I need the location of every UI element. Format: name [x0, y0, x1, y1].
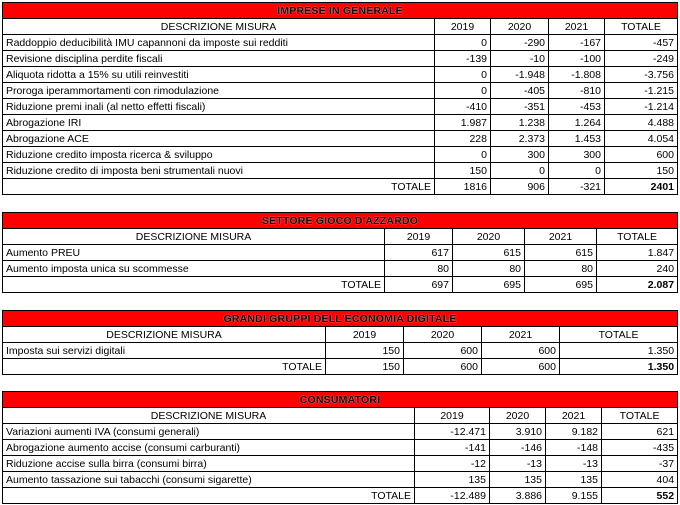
total-value: -12.489 [415, 488, 490, 504]
section-title: GRANDI GRUPPI DELL'ECONOMIA DIGITALE [3, 311, 678, 327]
row-value: 600 [605, 147, 678, 163]
table-row [3, 99, 678, 115]
col-header-2019: 2019 [435, 19, 491, 35]
row-value: -810 [549, 83, 605, 99]
row-value: 150 [435, 163, 491, 179]
row-value: -410 [435, 99, 491, 115]
row-value: -290 [491, 35, 549, 51]
row-value: 621 [602, 424, 678, 440]
row-value: 300 [549, 147, 605, 163]
col-header-totale: TOTALE [602, 408, 678, 424]
col-header-totale: TOTALE [560, 327, 678, 343]
table-row [3, 147, 678, 163]
total-value: 3.886 [490, 488, 546, 504]
row-value: 404 [602, 472, 678, 488]
row-description: Riduzione premi inali (al netto effetti fiscali) [3, 99, 435, 115]
total-value: 695 [525, 277, 597, 293]
row-value: -351 [491, 99, 549, 115]
col-header-2020: 2020 [404, 327, 482, 343]
total-value: 697 [385, 277, 453, 293]
row-value: -3.756 [605, 67, 678, 83]
row-value: 1.453 [549, 131, 605, 147]
col-header-2021: 2021 [546, 408, 602, 424]
col-header-2020: 2020 [491, 19, 549, 35]
col-header-2021: 2021 [525, 229, 597, 245]
col-header-totale: TOTALE [605, 19, 678, 35]
row-value: 2.373 [491, 131, 549, 147]
table-row [3, 163, 678, 179]
row-value: -12.471 [415, 424, 490, 440]
total-value: 695 [453, 277, 525, 293]
total-row [3, 359, 678, 375]
table-row [3, 440, 678, 456]
table-row [3, 131, 678, 147]
section-title-row [3, 213, 678, 229]
row-description: Aliquota ridotta a 15% su utili reinvestiti [3, 67, 435, 83]
row-value: 615 [453, 245, 525, 261]
col-header-description: DESCRIZIONE MISURA [3, 327, 326, 343]
row-description: Aumento tassazione sui tabacchi (consumi sigarette) [3, 472, 415, 488]
table-row [3, 424, 678, 440]
row-value: 0 [435, 147, 491, 163]
table-imprese-in-generale [2, 2, 678, 195]
col-header-description: DESCRIZIONE MISURA [3, 408, 415, 424]
total-label: TOTALE [3, 488, 415, 504]
row-description: Aumento imposta unica su scommesse [3, 261, 385, 277]
row-description: Variazioni aumenti IVA (consumi generali) [3, 424, 415, 440]
row-value: -146 [490, 440, 546, 456]
row-value: -10 [491, 51, 549, 67]
row-value: 0 [435, 67, 491, 83]
total-row [3, 488, 678, 504]
row-value: -13 [546, 456, 602, 472]
col-header-2019: 2019 [385, 229, 453, 245]
row-value: 150 [326, 343, 404, 359]
row-description: Abrogazione aumento accise (consumi carburanti) [3, 440, 415, 456]
row-value: 1.847 [597, 245, 678, 261]
total-value: 150 [326, 359, 404, 375]
row-value: -405 [491, 83, 549, 99]
col-header-2020: 2020 [490, 408, 546, 424]
grand-total-value: 2401 [605, 179, 678, 195]
table-consumatori [2, 391, 678, 504]
grand-total-value: 552 [602, 488, 678, 504]
header-row [3, 19, 678, 35]
grand-total-value: 2.087 [597, 277, 678, 293]
row-value: 9.182 [546, 424, 602, 440]
row-value: -1.808 [549, 67, 605, 83]
row-value: 228 [435, 131, 491, 147]
row-value: 240 [597, 261, 678, 277]
total-row [3, 277, 678, 293]
row-value: -148 [546, 440, 602, 456]
row-value: -167 [549, 35, 605, 51]
table-row [3, 343, 678, 359]
row-value: 135 [415, 472, 490, 488]
row-value: 150 [605, 163, 678, 179]
row-description: Riduzione credito di imposta beni strumentali nuovi [3, 163, 435, 179]
table-row [3, 35, 678, 51]
row-value: -139 [435, 51, 491, 67]
grand-total-value: 1.350 [560, 359, 678, 375]
row-value: 0 [435, 83, 491, 99]
row-value: 600 [482, 343, 560, 359]
row-value: 1.987 [435, 115, 491, 131]
row-value: 1.238 [491, 115, 549, 131]
table-row [3, 51, 678, 67]
row-value: -1.214 [605, 99, 678, 115]
row-value: -435 [602, 440, 678, 456]
header-row [3, 408, 678, 424]
table-row [3, 245, 678, 261]
row-value: -249 [605, 51, 678, 67]
row-value: -457 [605, 35, 678, 51]
total-row [3, 179, 678, 195]
total-label: TOTALE [3, 179, 435, 195]
col-header-2021: 2021 [549, 19, 605, 35]
total-label: TOTALE [3, 277, 385, 293]
row-value: 4.488 [605, 115, 678, 131]
section-title-row [3, 392, 678, 408]
table-grandi-gruppi-economia-digitale [2, 310, 678, 375]
row-description: Riduzione credito imposta ricerca & sviluppo [3, 147, 435, 163]
table-row [3, 472, 678, 488]
section-title: IMPRESE IN GENERALE [3, 3, 678, 19]
table-settore-gioco-azzardo [2, 212, 678, 293]
col-header-description: DESCRIZIONE MISURA [3, 229, 385, 245]
total-value: 600 [404, 359, 482, 375]
row-value: 0 [549, 163, 605, 179]
col-header-description: DESCRIZIONE MISURA [3, 19, 435, 35]
row-value: 1.350 [560, 343, 678, 359]
row-value: -1.215 [605, 83, 678, 99]
row-value: 0 [435, 35, 491, 51]
table-row [3, 115, 678, 131]
row-value: 135 [490, 472, 546, 488]
row-value: 135 [546, 472, 602, 488]
row-value: 600 [404, 343, 482, 359]
table-row [3, 67, 678, 83]
row-value: -100 [549, 51, 605, 67]
row-description: Riduzione accise sulla birra (consumi birra) [3, 456, 415, 472]
col-header-2019: 2019 [415, 408, 490, 424]
row-value: -453 [549, 99, 605, 115]
col-header-totale: TOTALE [597, 229, 678, 245]
section-title-row [3, 311, 678, 327]
row-value: 80 [385, 261, 453, 277]
row-value: -37 [602, 456, 678, 472]
section-title-row [3, 3, 678, 19]
table-row [3, 261, 678, 277]
row-description: Imposta sui servizi digitali [3, 343, 326, 359]
total-value: 1816 [435, 179, 491, 195]
row-value: 80 [453, 261, 525, 277]
row-value: -1.948 [491, 67, 549, 83]
table-row [3, 456, 678, 472]
row-value: 3.910 [490, 424, 546, 440]
col-header-2020: 2020 [453, 229, 525, 245]
section-title: CONSUMATORI [3, 392, 678, 408]
col-header-2019: 2019 [326, 327, 404, 343]
row-description: Abrogazione IRI [3, 115, 435, 131]
row-description: Revisione disciplina perdite fiscali [3, 51, 435, 67]
total-value: 600 [482, 359, 560, 375]
row-value: -13 [490, 456, 546, 472]
section-title: SETTORE GIOCO D'AZZARDO [3, 213, 678, 229]
total-value: -321 [549, 179, 605, 195]
row-value: 300 [491, 147, 549, 163]
row-value: 80 [525, 261, 597, 277]
total-value: 906 [491, 179, 549, 195]
row-value: 617 [385, 245, 453, 261]
row-value: 4.054 [605, 131, 678, 147]
header-row [3, 327, 678, 343]
header-row [3, 229, 678, 245]
row-value: 615 [525, 245, 597, 261]
row-value: 0 [491, 163, 549, 179]
total-value: 9.155 [546, 488, 602, 504]
row-description: Aumento PREU [3, 245, 385, 261]
row-description: Proroga iperammortamenti con rimodulazione [3, 83, 435, 99]
row-value: -141 [415, 440, 490, 456]
row-value: 1.264 [549, 115, 605, 131]
row-value: -12 [415, 456, 490, 472]
row-description: Raddoppio deducibilità IMU capannoni da imposte sui redditi [3, 35, 435, 51]
table-row [3, 83, 678, 99]
total-label: TOTALE [3, 359, 326, 375]
col-header-2021: 2021 [482, 327, 560, 343]
row-description: Abrogazione ACE [3, 131, 435, 147]
